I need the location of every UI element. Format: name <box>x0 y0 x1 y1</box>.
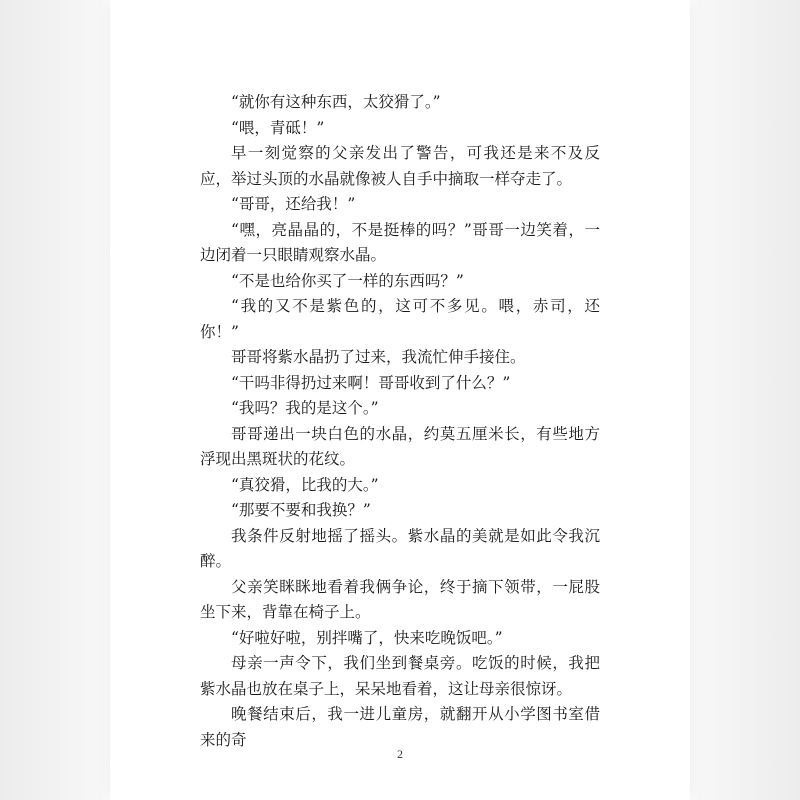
paragraph-12: “真狡猾，比我的大。” <box>231 475 379 494</box>
paragraph-17: 母亲一声令下，我们坐到餐桌旁。吃饭的时候，我把紫水晶也放在桌子上，呆呆地看着，这让母亲很惊讶。 <box>200 654 600 698</box>
paragraph-4: “哥哥，还给我！” <box>231 195 356 213</box>
paragraph-1: “就你有这种东西，太狡猾了。” <box>231 93 441 111</box>
paragraph-16: “好啦好啦，别拌嘴了，快来吃晚饭吧。” <box>231 628 503 647</box>
paragraph-14: 我条件反射地摇了摇头。紫水晶的美就是如此令我沉醉。 <box>200 526 600 570</box>
paragraph-15: 父亲笑眯眯地看着我俩争论，终于摘下领带，一屁股坐下来，背靠在椅子上。 <box>200 577 600 621</box>
page-number: 2 <box>397 747 403 761</box>
paragraph-18: 晚餐结束后，我一进儿童房，就翻开从小学图书室借来的奇 <box>200 705 600 749</box>
paragraph-5: “嘿，亮晶晶的，不是挺棒的吗？”哥哥一边笑着，一边闭着一只眼睛观察水晶。 <box>200 220 600 264</box>
paragraph-9: “干吗非得扔过来啊！哥哥收到了什么？” <box>231 373 511 392</box>
paragraph-6: “不是也给你买了一样的东西吗？” <box>231 271 464 290</box>
paragraph-8: 哥哥将紫水晶扔了过来，我流忙伸手接住。 <box>231 348 526 366</box>
paragraph-11: 哥哥递出一块白色的水晶，约莫五厘米长，有些地方浮现出黑斑状的花纹。 <box>200 424 600 468</box>
paragraph-3: 早一刻觉察的父亲发出了警告，可我还是来不及反应，举过头顶的水晶就像被人自手中摘取一样夺走了。 <box>200 144 600 188</box>
paragraph-2: “喂，青砥！” <box>231 118 325 137</box>
paragraph-7: “我的又不是紫色的，这可不多见。喂，赤司，还你！” <box>200 297 600 341</box>
body-text <box>200 90 600 753</box>
paragraph-10: “我吗？我的是这个。” <box>231 399 379 417</box>
paragraph-13: “那要不要和我换？” <box>231 501 371 519</box>
